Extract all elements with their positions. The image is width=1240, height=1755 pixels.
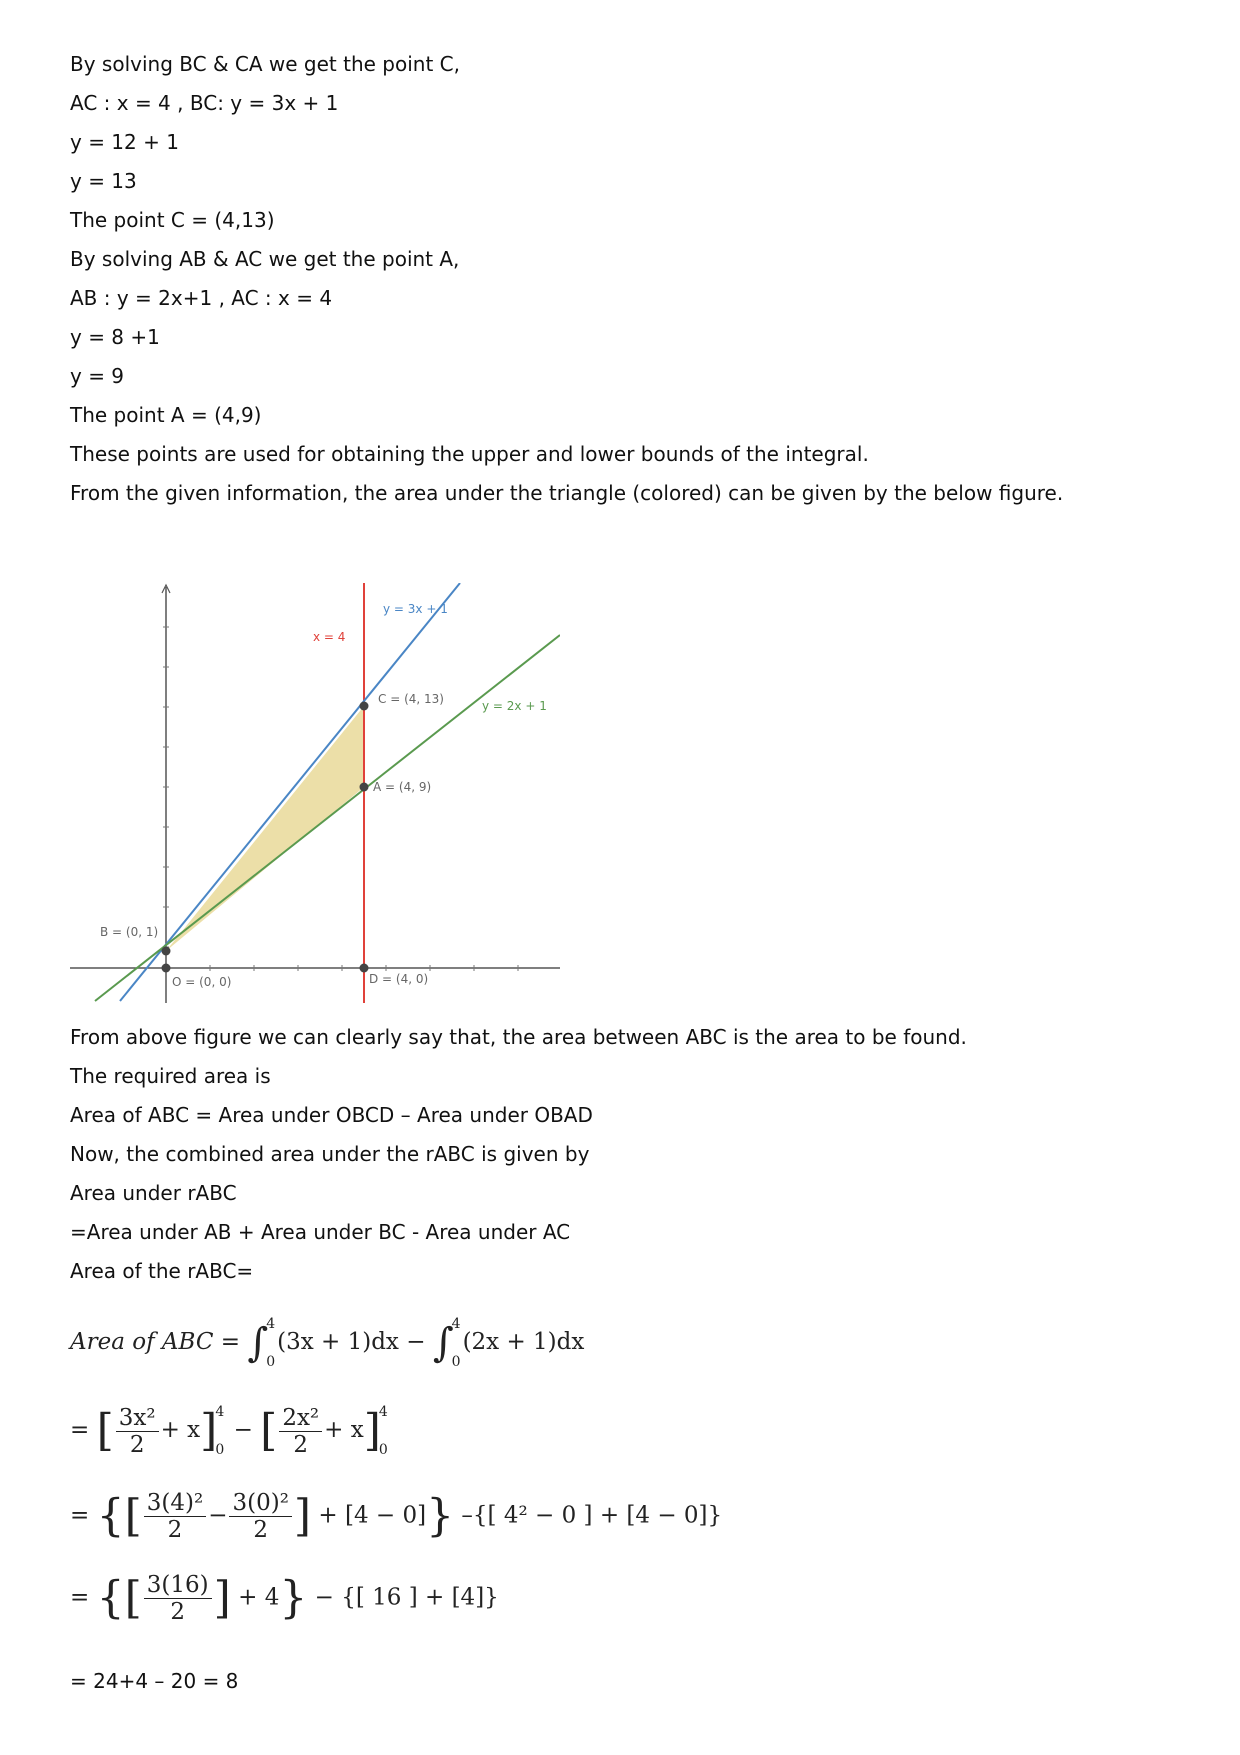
integral-limits: 4 0 — [451, 1316, 461, 1370]
text-line: Area under rABC — [70, 1181, 237, 1205]
text-line: y = 9 — [70, 364, 125, 388]
minus-sign: − — [208, 1502, 228, 1529]
text-line: From above figure we can clearly say that, the area between ABC is the area to be found. — [70, 1025, 967, 1049]
text-line: Area of ABC = Area under OBCD – Area under OBAD — [70, 1103, 593, 1127]
label-blue-line: y = 3x + 1 — [383, 602, 448, 616]
point-a — [360, 783, 369, 792]
fraction: $\frac{\text{3(4)²}}{2}$ — [144, 1490, 206, 1543]
equation-area-integral — [70, 1316, 584, 1370]
point-b — [162, 947, 171, 956]
term: + x — [160, 1417, 201, 1443]
shaded-triangle — [166, 706, 364, 951]
text-line: By solving AB & AC we get the point A, — [70, 247, 460, 271]
equals-sign: = — [220, 1329, 241, 1355]
equals-sign: = — [70, 1417, 90, 1443]
text-line: The point A = (4,9) — [70, 403, 262, 427]
line-y-eq-2x-plus-1 — [95, 635, 560, 1001]
point-o — [162, 964, 171, 973]
eval-limits: 4 0 — [378, 1404, 388, 1458]
integral-limits: 4 0 — [266, 1316, 276, 1370]
equation-lhs: Area of ABC — [70, 1329, 214, 1355]
text-line: y = 8 +1 — [70, 325, 160, 349]
term: –{[ 4² − 0 ] + [4 − 0]} — [461, 1502, 723, 1529]
label-green-line: y = 2x + 1 — [482, 699, 547, 713]
term: + x — [324, 1417, 364, 1443]
label-point-o: O = (0, 0) — [172, 975, 232, 989]
triangle-area-figure — [70, 583, 560, 1013]
fraction: $\frac{\text{2x²}}{2}$ — [279, 1405, 322, 1458]
label-point-d: D = (4, 0) — [369, 972, 429, 986]
term: − {[ 16 ] + [4]} — [314, 1584, 499, 1611]
term: + [4 − 0] — [318, 1502, 427, 1529]
text-line: The required area is — [70, 1064, 271, 1088]
text-line: By solving BC & CA we get the point C, — [70, 52, 460, 76]
label-red-line: x = 4 — [313, 630, 346, 644]
term: + 4 — [238, 1584, 280, 1611]
text-line: The point C = (4,13) — [70, 208, 275, 232]
integrand: (3x + 1)dx — [277, 1329, 399, 1355]
text-line: These points are used for obtaining the upper and lower bounds of the integral. — [70, 442, 869, 466]
text-line: AC : x = 4 , BC: y = 3x + 1 — [70, 91, 339, 115]
text-line: Area of the rABC= — [70, 1259, 254, 1283]
point-d — [360, 964, 369, 973]
minus-sign: − — [233, 1417, 253, 1443]
equation-antiderivative: = [ $\frac{\text{3x²}}{2}$ + x] 4 0 − [ $\frac{\text{2x²}}{2}$ + x] 4 0 — [70, 1404, 388, 1458]
equation-substitution: = {[ $\frac{\text{3(4)²}}{2}$ − $\frac{\text{3(0)²}}{2}$ ] + [4 − 0]} –{[ 4² − 0 ] + [4 − 0]} — [70, 1490, 723, 1543]
point-c — [360, 702, 369, 711]
final-result-line: = 24+4 – 20 = 8 — [70, 1669, 239, 1693]
label-point-c: C = (4, 13) — [378, 692, 444, 706]
text-line: =Area under AB + Area under BC - Area under AC — [70, 1220, 571, 1244]
equation-simplified: = {[ $\frac{3(16)}{2}$ ] + 4} − {[ 16 ] + [4]} — [70, 1572, 499, 1625]
fraction: $\frac{3(16)}{2}$ — [144, 1572, 212, 1625]
eval-limits: 4 0 — [215, 1404, 225, 1458]
integral-sign: ∫ — [432, 1320, 454, 1366]
text-line: y = 12 + 1 — [70, 130, 179, 154]
label-point-b: B = (0, 1) — [100, 925, 159, 939]
text-line: y = 13 — [70, 169, 137, 193]
label-point-a: A = (4, 9) — [373, 780, 432, 794]
fraction: $\frac{\text{3x²}}{2}$ — [116, 1405, 159, 1458]
integral-sign: ∫ — [247, 1320, 269, 1366]
minus-sign: − — [406, 1329, 426, 1355]
text-line: AB : y = 2x+1 , AC : x = 4 — [70, 286, 333, 310]
fraction: $\frac{\text{3(0)²}}{2}$ — [229, 1490, 291, 1543]
integrand: (2x + 1)dx — [462, 1329, 585, 1355]
text-line: Now, the combined area under the rABC is given by — [70, 1142, 590, 1166]
text-line: From the given information, the area under the triangle (colored) can be given by the below figure. — [70, 481, 1064, 505]
equals-sign: = — [70, 1584, 90, 1611]
equals-sign: = — [70, 1502, 90, 1529]
